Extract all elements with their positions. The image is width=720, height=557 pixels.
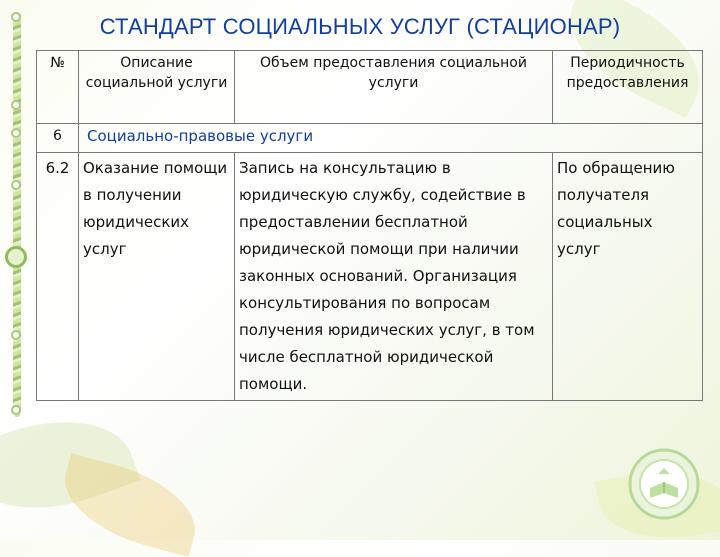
header-volume: Объем предоставления социальной услуги	[235, 51, 553, 124]
header-number: №	[37, 51, 79, 124]
organization-logo	[628, 448, 700, 520]
knot-icon	[5, 246, 27, 268]
row-volume: Запись на консультацию в юридическую службу, содействие в предоставлении бесплатной юридической помощи при наличии законных оснований. Организация консультирования по вопросам получения юридических услуг, в том числе бесплатной юридической помощи.	[235, 153, 553, 401]
header-description: Описание социальной услуги	[79, 51, 235, 124]
row-description: Оказание помощи в получении юридических услуг	[79, 153, 235, 401]
services-table	[36, 50, 703, 401]
row-frequency: По обращению получателя социальных услуг	[553, 153, 703, 401]
section-label: Социально-правовые услуги	[79, 124, 703, 153]
section-row	[37, 124, 703, 153]
table-row	[37, 153, 703, 401]
section-number: 6	[37, 124, 79, 153]
header-frequency: Периодичность предоставления	[553, 51, 703, 124]
row-number: 6.2	[37, 153, 79, 401]
table-header-row	[37, 51, 703, 124]
page-title: СТАНДАРТ СОЦИАЛЬНЫХ УСЛУГ (СТАЦИОНАР)	[99, 14, 621, 39]
